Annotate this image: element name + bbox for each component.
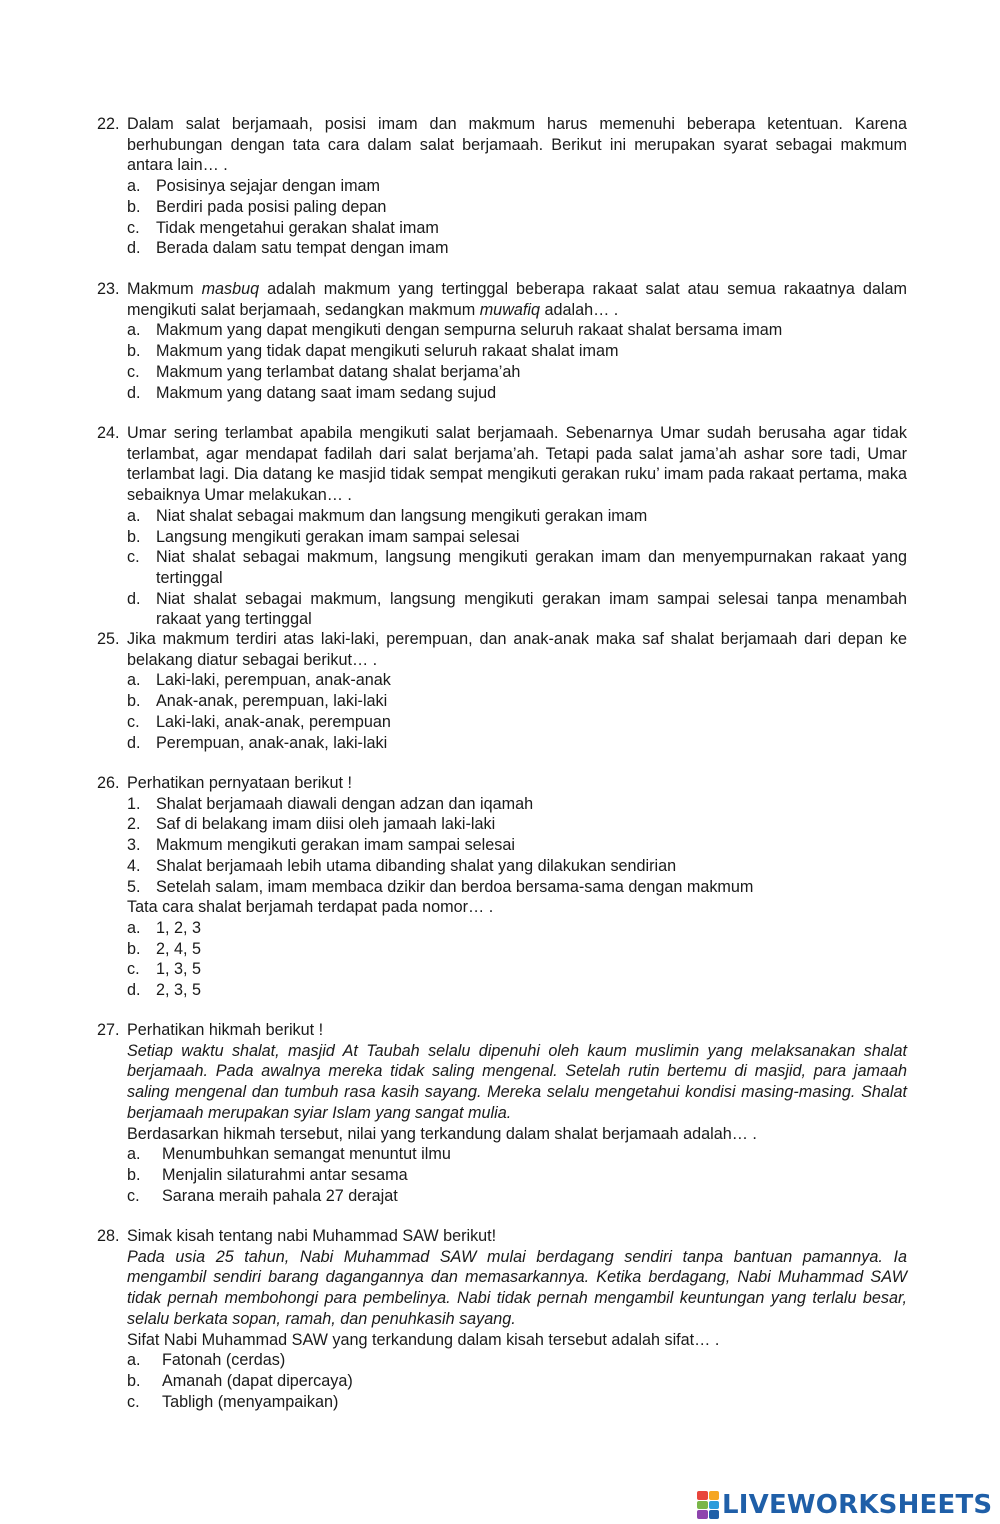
option-a[interactable]	[127, 320, 907, 341]
logo-block	[697, 1501, 708, 1510]
option-letter: a.	[127, 918, 141, 937]
option-letter: d.	[127, 383, 141, 402]
option-b[interactable]	[127, 1165, 907, 1186]
option-text: Tabligh (menyampaikan)	[162, 1392, 339, 1411]
liveworksheets-logo[interactable]	[697, 1488, 997, 1522]
option-text: Fatonah (cerdas)	[162, 1351, 286, 1370]
logo-block	[709, 1501, 720, 1510]
logo-text: LIVEWORKSHEETS	[722, 1490, 993, 1520]
option-letter: c.	[127, 960, 140, 979]
question-28	[97, 1226, 907, 1412]
question-number: 25.	[97, 630, 120, 648]
question-number: 22.	[97, 115, 120, 133]
option-letter: b.	[127, 1371, 141, 1390]
option-a[interactable]	[127, 670, 907, 691]
logo-block	[709, 1491, 720, 1500]
option-letter: c.	[127, 548, 140, 567]
option-c[interactable]	[127, 547, 907, 588]
option-text: Makmum yang dapat mengikuti dengan sempurna seluruh rakaat shalat bersama imam	[156, 321, 783, 340]
question-25	[97, 629, 907, 753]
option-d[interactable]	[127, 733, 907, 754]
question-text: Perhatikan hikmah berikut !	[127, 1021, 324, 1039]
option-a[interactable]	[127, 506, 907, 527]
question-text	[127, 279, 907, 320]
question-text: Perhatikan pernyataan berikut !	[127, 774, 352, 792]
option-text: 2, 3, 5	[156, 981, 201, 1000]
statement-1	[127, 794, 907, 815]
question-23	[97, 279, 907, 403]
option-text: Sarana meraih pahala 27 derajat	[162, 1186, 398, 1205]
option-d[interactable]	[127, 383, 907, 404]
logo-mark-icon	[697, 1491, 719, 1519]
statement-number: 3.	[127, 836, 141, 855]
option-c[interactable]	[127, 959, 907, 980]
term-muwafiq: muwafiq	[479, 300, 540, 319]
option-c[interactable]	[127, 362, 907, 383]
option-d[interactable]	[127, 980, 907, 1001]
option-text: Niat shalat sebagai makmum, langsung mengikuti gerakan imam sampai selesai tanpa menambah rakaat yang tertinggal	[156, 589, 907, 629]
option-letter: b.	[127, 197, 141, 216]
statement-text: Shalat berjamaah lebih utama dibanding shalat yang dilakukan sendirian	[156, 856, 677, 875]
option-text: Berdiri pada posisi paling depan	[156, 197, 387, 216]
option-text: Laki-laki, perempuan, anak-anak	[156, 671, 391, 690]
option-text: Makmum yang datang saat imam sedang sujud	[156, 383, 497, 402]
question-22	[97, 114, 907, 259]
option-letter: b.	[127, 939, 141, 958]
option-d[interactable]	[127, 238, 907, 259]
option-b[interactable]	[127, 1371, 907, 1392]
option-letter: c.	[127, 362, 140, 381]
option-letter: c.	[127, 1392, 140, 1411]
story-passage: Pada usia 25 tahun, Nabi Muhammad SAW mulai berdagang sendiri tanpa bantuan pamannya. Ia mengambil sendiri barang dagangannya dan memasarkannya. Ketika berdagang, Nabi Muhammad SAW tidak pernah membohongi para pembelinya. Nabi tidak pernah mengambil keuntungan yang terlalu besar, selalu berkata sopan, ramah, dan penuhkasih sayang.	[127, 1247, 907, 1328]
option-text: Berada dalam satu tempat dengan imam	[156, 239, 449, 258]
option-text: Laki-laki, anak-anak, perempuan	[156, 712, 391, 731]
statement-text: Setelah salam, imam membaca dzikir dan berdoa bersama-sama dengan makmum	[156, 877, 754, 896]
statement-4	[127, 856, 907, 877]
question-text: Jika makmum terdiri atas laki-laki, perempuan, dan anak-anak maka saf shalat berjamaah dari depan ke belakang diatur sebagai berikut… .	[127, 630, 907, 669]
option-text: Posisinya sejajar dengan imam	[156, 177, 381, 196]
option-letter: c.	[127, 712, 140, 731]
option-letter: d.	[127, 733, 141, 752]
option-letter: d.	[127, 589, 141, 608]
option-text: Makmum yang tidak dapat mengikuti seluruh rakaat shalat imam	[156, 342, 619, 361]
question-text: Simak kisah tentang nabi Muhammad SAW berikut!	[127, 1227, 497, 1245]
option-text: Menjalin silaturahmi antar sesama	[162, 1165, 408, 1184]
option-b[interactable]	[127, 527, 907, 548]
option-text: Makmum yang terlambat datang shalat berjama’ah	[156, 362, 521, 381]
option-text: 1, 2, 3	[156, 918, 201, 937]
question-number: 28.	[97, 1227, 120, 1245]
logo-block	[697, 1491, 708, 1500]
option-letter: b.	[127, 342, 141, 361]
option-a[interactable]	[127, 918, 907, 939]
option-letter: c.	[127, 1186, 140, 1205]
option-text: Perempuan, anak-anak, laki-laki	[156, 733, 388, 752]
option-letter: b.	[127, 692, 141, 711]
statement-text: Makmum mengikuti gerakan imam sampai selesai	[156, 836, 515, 855]
question-text: Dalam salat berjamaah, posisi imam dan makmum harus memenuhi beberapa ketentuan. Karena berhubungan dengan tata cara dalam salat berjamaah. Berikut ini merupakan syarat sebagai makmum antara lain… .	[127, 115, 907, 175]
option-b[interactable]	[127, 939, 907, 960]
text-part: adalah… .	[539, 300, 619, 319]
option-letter: a.	[127, 506, 141, 525]
question-prompt: Tata cara shalat berjamah terdapat pada nomor… .	[127, 898, 494, 917]
statement-5	[127, 877, 907, 898]
question-number: 24.	[97, 424, 120, 442]
option-text: Amanah (dapat dipercaya)	[162, 1371, 353, 1390]
question-number: 26.	[97, 774, 120, 792]
question-number: 27.	[97, 1021, 120, 1039]
option-a[interactable]	[127, 176, 907, 197]
question-text: Umar sering terlambat apabila mengikuti salat berjamaah. Sebenarnya Umar sudah berusaha agar tidak terlambat, agar mendapat fadilah dari salat berjama’ah. Tetapi pada salat jama’ah ashar sore tadi, Umar terlambat lagi. Dia datang ke masjid tidak sempat mengikuti gerakan ruku’ imam pada rakaat pertama, maka sebaiknya Umar melakukan… .	[127, 424, 907, 505]
option-c[interactable]	[127, 712, 907, 733]
option-letter: a.	[127, 1145, 141, 1164]
text-part: adalah makmum yang tertinggal beberapa rakaat salat atau semua rakaatnya dalam mengikuti salat berjamaah, sedangkan makmum	[127, 280, 907, 319]
option-text: Niat shalat sebagai makmum, langsung mengikuti gerakan imam dan menyempurnakan rakaat yang tertinggal	[156, 548, 907, 587]
option-letter: b.	[127, 527, 141, 546]
question-24	[97, 423, 907, 630]
logo-block	[697, 1510, 708, 1519]
term-masbuq: masbuq	[201, 280, 260, 298]
option-text: Anak-anak, perempuan, laki-laki	[156, 692, 388, 711]
option-letter: c.	[127, 218, 140, 237]
option-a[interactable]	[127, 1350, 907, 1371]
question-26	[97, 773, 907, 1001]
option-letter: b.	[127, 1165, 141, 1184]
option-a[interactable]	[127, 1144, 907, 1165]
statement-number: 1.	[127, 794, 141, 813]
option-letter: a.	[127, 177, 141, 196]
option-d[interactable]	[127, 589, 907, 630]
option-letter: d.	[127, 239, 141, 258]
statement-2	[127, 814, 907, 835]
hikmah-passage: Setiap waktu shalat, masjid At Taubah selalu dipenuhi oleh kaum muslimin yang melaksanakan shalat berjamaah. Pada awalnya mereka tidak saling mengenal. Setelah rutin bertemu di masjid, para jamaah saling mengenal dan tumbuh rasa kasih sayang. Mereka selalu mengetahui kondisi masing-masing. Shalat berjamaah merupakan syiar Islam yang sangat mulia.	[127, 1041, 907, 1122]
option-letter: a.	[127, 321, 141, 340]
question-number: 23.	[97, 280, 120, 298]
text-part: Makmum	[127, 280, 202, 298]
question-prompt: Berdasarkan hikmah tersebut, nilai yang terkandung dalam shalat berjamaah adalah… .	[127, 1124, 757, 1143]
option-text: Niat shalat sebagai makmum dan langsung mengikuti gerakan imam	[156, 506, 648, 525]
statement-number: 2.	[127, 815, 141, 834]
statement-number: 5.	[127, 877, 141, 896]
option-text: 2, 4, 5	[156, 939, 201, 958]
option-b[interactable]	[127, 197, 907, 218]
option-letter: a.	[127, 1351, 141, 1370]
statement-text: Saf di belakang imam diisi oleh jamaah laki-laki	[156, 815, 496, 834]
option-b[interactable]	[127, 341, 907, 362]
option-letter: a.	[127, 671, 141, 690]
option-c[interactable]	[127, 1186, 907, 1207]
option-text: Tidak mengetahui gerakan shalat imam	[156, 218, 439, 237]
option-c[interactable]	[127, 1392, 907, 1413]
option-text: 1, 3, 5	[156, 960, 201, 979]
option-text: Menumbuhkan semangat menuntut ilmu	[162, 1145, 451, 1164]
statement-3	[127, 835, 907, 856]
logo-block	[709, 1510, 720, 1519]
statement-number: 4.	[127, 856, 141, 875]
option-text: Langsung mengikuti gerakan imam sampai selesai	[156, 527, 520, 546]
option-letter: d.	[127, 981, 141, 1000]
question-27	[97, 1020, 907, 1206]
statement-text: Shalat berjamaah diawali dengan adzan dan iqamah	[156, 794, 534, 813]
option-c[interactable]	[127, 218, 907, 239]
question-prompt: Sifat Nabi Muhammad SAW yang terkandung dalam kisah tersebut adalah sifat… .	[127, 1330, 720, 1349]
option-b[interactable]	[127, 691, 907, 712]
